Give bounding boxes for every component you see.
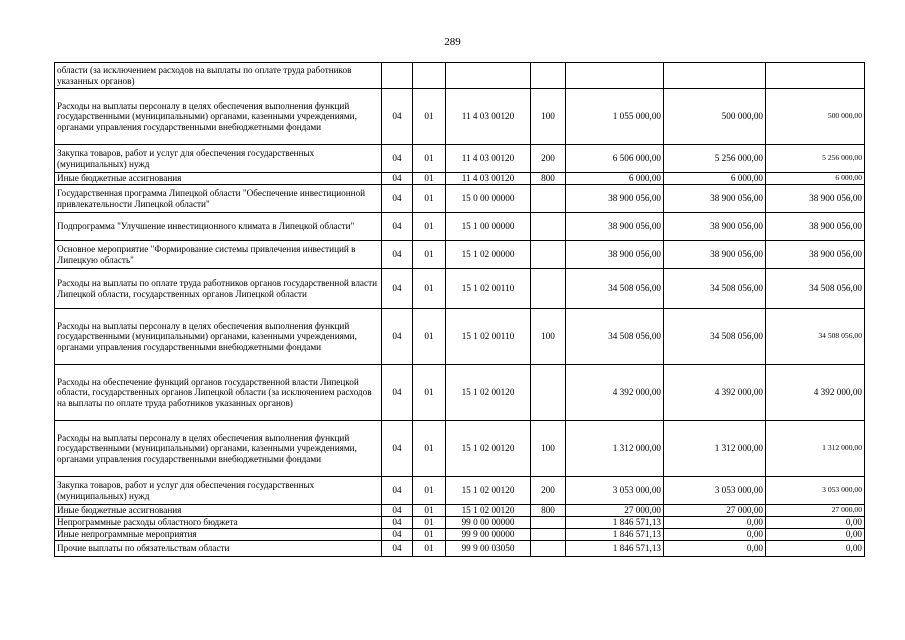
section-cell: 04 bbox=[382, 269, 413, 309]
section-cell: 04 bbox=[382, 185, 413, 213]
table-row bbox=[55, 145, 865, 173]
amount-cell-3: 34 508 056,00 bbox=[766, 309, 865, 365]
budget-table bbox=[54, 62, 865, 557]
expense-type-cell: 800 bbox=[531, 173, 566, 185]
subsection-cell: 01 bbox=[413, 541, 446, 557]
section-cell: 04 bbox=[382, 517, 413, 529]
table-row bbox=[55, 173, 865, 185]
amount-cell-1: 38 900 056,00 bbox=[566, 241, 664, 269]
amount-cell-1: 27 000,00 bbox=[566, 505, 664, 517]
expense-type-cell bbox=[531, 213, 566, 241]
amount-cell-2: 4 392 000,00 bbox=[664, 365, 766, 421]
amount-cell-1: 1 846 571,13 bbox=[566, 517, 664, 529]
subsection-cell: 01 bbox=[413, 421, 446, 477]
row-name-cell: Закупка товаров, работ и услуг для обеспечения государственных (муниципальных) нужд bbox=[55, 145, 382, 173]
amount-cell-2: 38 900 056,00 bbox=[664, 185, 766, 213]
target-article-cell bbox=[446, 63, 531, 89]
row-name-cell: Расходы на выплаты персоналу в целях обеспечения выполнения функций государственными (муниципальными) органами, казенными учреждениями, органами управления государственными внебюджетными фондами bbox=[55, 421, 382, 477]
amount-cell-1: 1 055 000,00 bbox=[566, 89, 664, 145]
subsection-cell: 01 bbox=[413, 173, 446, 185]
subsection-cell: 01 bbox=[413, 365, 446, 421]
subsection-cell: 01 bbox=[413, 241, 446, 269]
section-cell: 04 bbox=[382, 213, 413, 241]
amount-cell-1: 38 900 056,00 bbox=[566, 185, 664, 213]
section-cell: 04 bbox=[382, 505, 413, 517]
table-row bbox=[55, 63, 865, 89]
expense-type-cell bbox=[531, 269, 566, 309]
row-name-cell: Прочие выплаты по обязательствам области bbox=[55, 541, 382, 557]
table-row bbox=[55, 477, 865, 505]
subsection-cell: 01 bbox=[413, 213, 446, 241]
amount-cell-1: 6 000,00 bbox=[566, 173, 664, 185]
table-row bbox=[55, 365, 865, 421]
amount-cell-2: 5 256 000,00 bbox=[664, 145, 766, 173]
subsection-cell: 01 bbox=[413, 309, 446, 365]
amount-cell-3: 500 000,00 bbox=[766, 89, 865, 145]
amount-cell-2: 1 312 000,00 bbox=[664, 421, 766, 477]
expense-type-cell: 100 bbox=[531, 309, 566, 365]
table-row bbox=[55, 529, 865, 541]
amount-cell-1: 34 508 056,00 bbox=[566, 269, 664, 309]
page-number: 289 bbox=[444, 36, 461, 48]
section-cell: 04 bbox=[382, 477, 413, 505]
row-name-cell: Расходы на выплаты персоналу в целях обеспечения выполнения функций государственными (муниципальными) органами, казенными учреждениями, органами управления государственными внебюджетными фондами bbox=[55, 89, 382, 145]
table-row bbox=[55, 505, 865, 517]
target-article-cell: 15 1 02 00000 bbox=[446, 241, 531, 269]
expense-type-cell bbox=[531, 241, 566, 269]
amount-cell-3 bbox=[766, 63, 865, 89]
subsection-cell: 01 bbox=[413, 517, 446, 529]
amount-cell-1 bbox=[566, 63, 664, 89]
table-row bbox=[55, 421, 865, 477]
target-article-cell: 99 9 00 03050 bbox=[446, 541, 531, 557]
subsection-cell: 01 bbox=[413, 505, 446, 517]
expense-type-cell: 800 bbox=[531, 505, 566, 517]
expense-type-cell bbox=[531, 529, 566, 541]
subsection-cell: 01 bbox=[413, 185, 446, 213]
subsection-cell: 01 bbox=[413, 89, 446, 145]
table-row bbox=[55, 541, 865, 557]
subsection-cell: 01 bbox=[413, 145, 446, 173]
amount-cell-2: 0,00 bbox=[664, 517, 766, 529]
row-name-cell: Иные бюджетные ассигнования bbox=[55, 505, 382, 517]
expense-type-cell: 100 bbox=[531, 89, 566, 145]
row-name-cell: Иные непрограммные мероприятия bbox=[55, 529, 382, 541]
amount-cell-3: 0,00 bbox=[766, 541, 865, 557]
subsection-cell: 01 bbox=[413, 269, 446, 309]
amount-cell-2 bbox=[664, 63, 766, 89]
expense-type-cell: 200 bbox=[531, 477, 566, 505]
amount-cell-3: 3 053 000,00 bbox=[766, 477, 865, 505]
subsection-cell: 01 bbox=[413, 477, 446, 505]
target-article-cell: 99 0 00 00000 bbox=[446, 517, 531, 529]
table-row bbox=[55, 185, 865, 213]
amount-cell-2: 0,00 bbox=[664, 529, 766, 541]
target-article-cell: 15 1 00 00000 bbox=[446, 213, 531, 241]
target-article-cell: 11 4 03 00120 bbox=[446, 145, 531, 173]
amount-cell-2: 34 508 056,00 bbox=[664, 309, 766, 365]
amount-cell-3: 34 508 056,00 bbox=[766, 269, 865, 309]
amount-cell-1: 1 846 571,13 bbox=[566, 541, 664, 557]
subsection-cell bbox=[413, 63, 446, 89]
target-article-cell: 15 1 02 00110 bbox=[446, 269, 531, 309]
section-cell: 04 bbox=[382, 541, 413, 557]
target-article-cell: 15 0 00 00000 bbox=[446, 185, 531, 213]
amount-cell-2: 38 900 056,00 bbox=[664, 213, 766, 241]
amount-cell-1: 34 508 056,00 bbox=[566, 309, 664, 365]
amount-cell-3: 0,00 bbox=[766, 529, 865, 541]
amount-cell-3: 4 392 000,00 bbox=[766, 365, 865, 421]
section-cell: 04 bbox=[382, 173, 413, 185]
section-cell: 04 bbox=[382, 365, 413, 421]
section-cell: 04 bbox=[382, 145, 413, 173]
row-name-cell: Подпрограмма "Улучшение инвестиционного климата в Липецкой области" bbox=[55, 213, 382, 241]
target-article-cell: 11 4 03 00120 bbox=[446, 173, 531, 185]
row-name-cell: Расходы на выплаты по оплате труда работников органов государственной власти Липецкой области, государственных органов Липецкой области bbox=[55, 269, 382, 309]
table-body bbox=[55, 63, 865, 557]
amount-cell-3: 6 000,00 bbox=[766, 173, 865, 185]
amount-cell-1: 1 846 571,13 bbox=[566, 529, 664, 541]
target-article-cell: 15 1 02 00120 bbox=[446, 365, 531, 421]
amount-cell-2: 6 000,00 bbox=[664, 173, 766, 185]
amount-cell-3: 1 312 000,00 bbox=[766, 421, 865, 477]
table-row bbox=[55, 517, 865, 529]
amount-cell-2: 38 900 056,00 bbox=[664, 241, 766, 269]
target-article-cell: 99 9 00 00000 bbox=[446, 529, 531, 541]
target-article-cell: 11 4 03 00120 bbox=[446, 89, 531, 145]
expense-type-cell bbox=[531, 63, 566, 89]
amount-cell-2: 27 000,00 bbox=[664, 505, 766, 517]
table-row bbox=[55, 269, 865, 309]
amount-cell-1: 3 053 000,00 bbox=[566, 477, 664, 505]
amount-cell-1: 4 392 000,00 bbox=[566, 365, 664, 421]
expense-type-cell: 200 bbox=[531, 145, 566, 173]
expense-type-cell bbox=[531, 541, 566, 557]
amount-cell-3: 5 256 000,00 bbox=[766, 145, 865, 173]
section-cell bbox=[382, 63, 413, 89]
amount-cell-3: 38 900 056,00 bbox=[766, 185, 865, 213]
amount-cell-2: 500 000,00 bbox=[664, 89, 766, 145]
target-article-cell: 15 1 02 00120 bbox=[446, 477, 531, 505]
row-name-cell: Государственная программа Липецкой области "Обеспечение инвестиционной привлекательности Липецкой области" bbox=[55, 185, 382, 213]
subsection-cell: 01 bbox=[413, 529, 446, 541]
section-cell: 04 bbox=[382, 241, 413, 269]
amount-cell-3: 0,00 bbox=[766, 517, 865, 529]
row-name-cell: Закупка товаров, работ и услуг для обеспечения государственных (муниципальных) нужд bbox=[55, 477, 382, 505]
expense-type-cell bbox=[531, 517, 566, 529]
row-name-cell: Основное мероприятие "Формирование системы привлечения инвестиций в Липецкую область" bbox=[55, 241, 382, 269]
amount-cell-3: 38 900 056,00 bbox=[766, 213, 865, 241]
section-cell: 04 bbox=[382, 309, 413, 365]
amount-cell-1: 6 506 000,00 bbox=[566, 145, 664, 173]
row-name-cell: Расходы на выплаты персоналу в целях обеспечения выполнения функций государственными (муниципальными) органами, казенными учреждениями, органами управления государственными внебюджетными фондами bbox=[55, 309, 382, 365]
target-article-cell: 15 1 02 00120 bbox=[446, 505, 531, 517]
expense-type-cell bbox=[531, 365, 566, 421]
row-name-cell: Расходы на обеспечение функций органов государственной власти Липецкой области, государственных органов Липецкой области (за исключением расходов на выплаты по оплате труда работников указанных органов) bbox=[55, 365, 382, 421]
table-row bbox=[55, 89, 865, 145]
row-name-cell: области (за исключением расходов на выплаты по оплате труда работников указанных органов) bbox=[55, 63, 382, 89]
section-cell: 04 bbox=[382, 529, 413, 541]
row-name-cell: Непрограммные расходы областного бюджета bbox=[55, 517, 382, 529]
expense-type-cell: 100 bbox=[531, 421, 566, 477]
amount-cell-2: 0,00 bbox=[664, 541, 766, 557]
table-row bbox=[55, 213, 865, 241]
amount-cell-1: 1 312 000,00 bbox=[566, 421, 664, 477]
amount-cell-2: 3 053 000,00 bbox=[664, 477, 766, 505]
target-article-cell: 15 1 02 00110 bbox=[446, 309, 531, 365]
amount-cell-1: 38 900 056,00 bbox=[566, 213, 664, 241]
amount-cell-3: 27 000,00 bbox=[766, 505, 865, 517]
amount-cell-2: 34 508 056,00 bbox=[664, 269, 766, 309]
amount-cell-3: 38 900 056,00 bbox=[766, 241, 865, 269]
section-cell: 04 bbox=[382, 421, 413, 477]
table-row bbox=[55, 241, 865, 269]
expense-type-cell bbox=[531, 185, 566, 213]
table-row bbox=[55, 309, 865, 365]
target-article-cell: 15 1 02 00120 bbox=[446, 421, 531, 477]
row-name-cell: Иные бюджетные ассигнования bbox=[55, 173, 382, 185]
section-cell: 04 bbox=[382, 89, 413, 145]
